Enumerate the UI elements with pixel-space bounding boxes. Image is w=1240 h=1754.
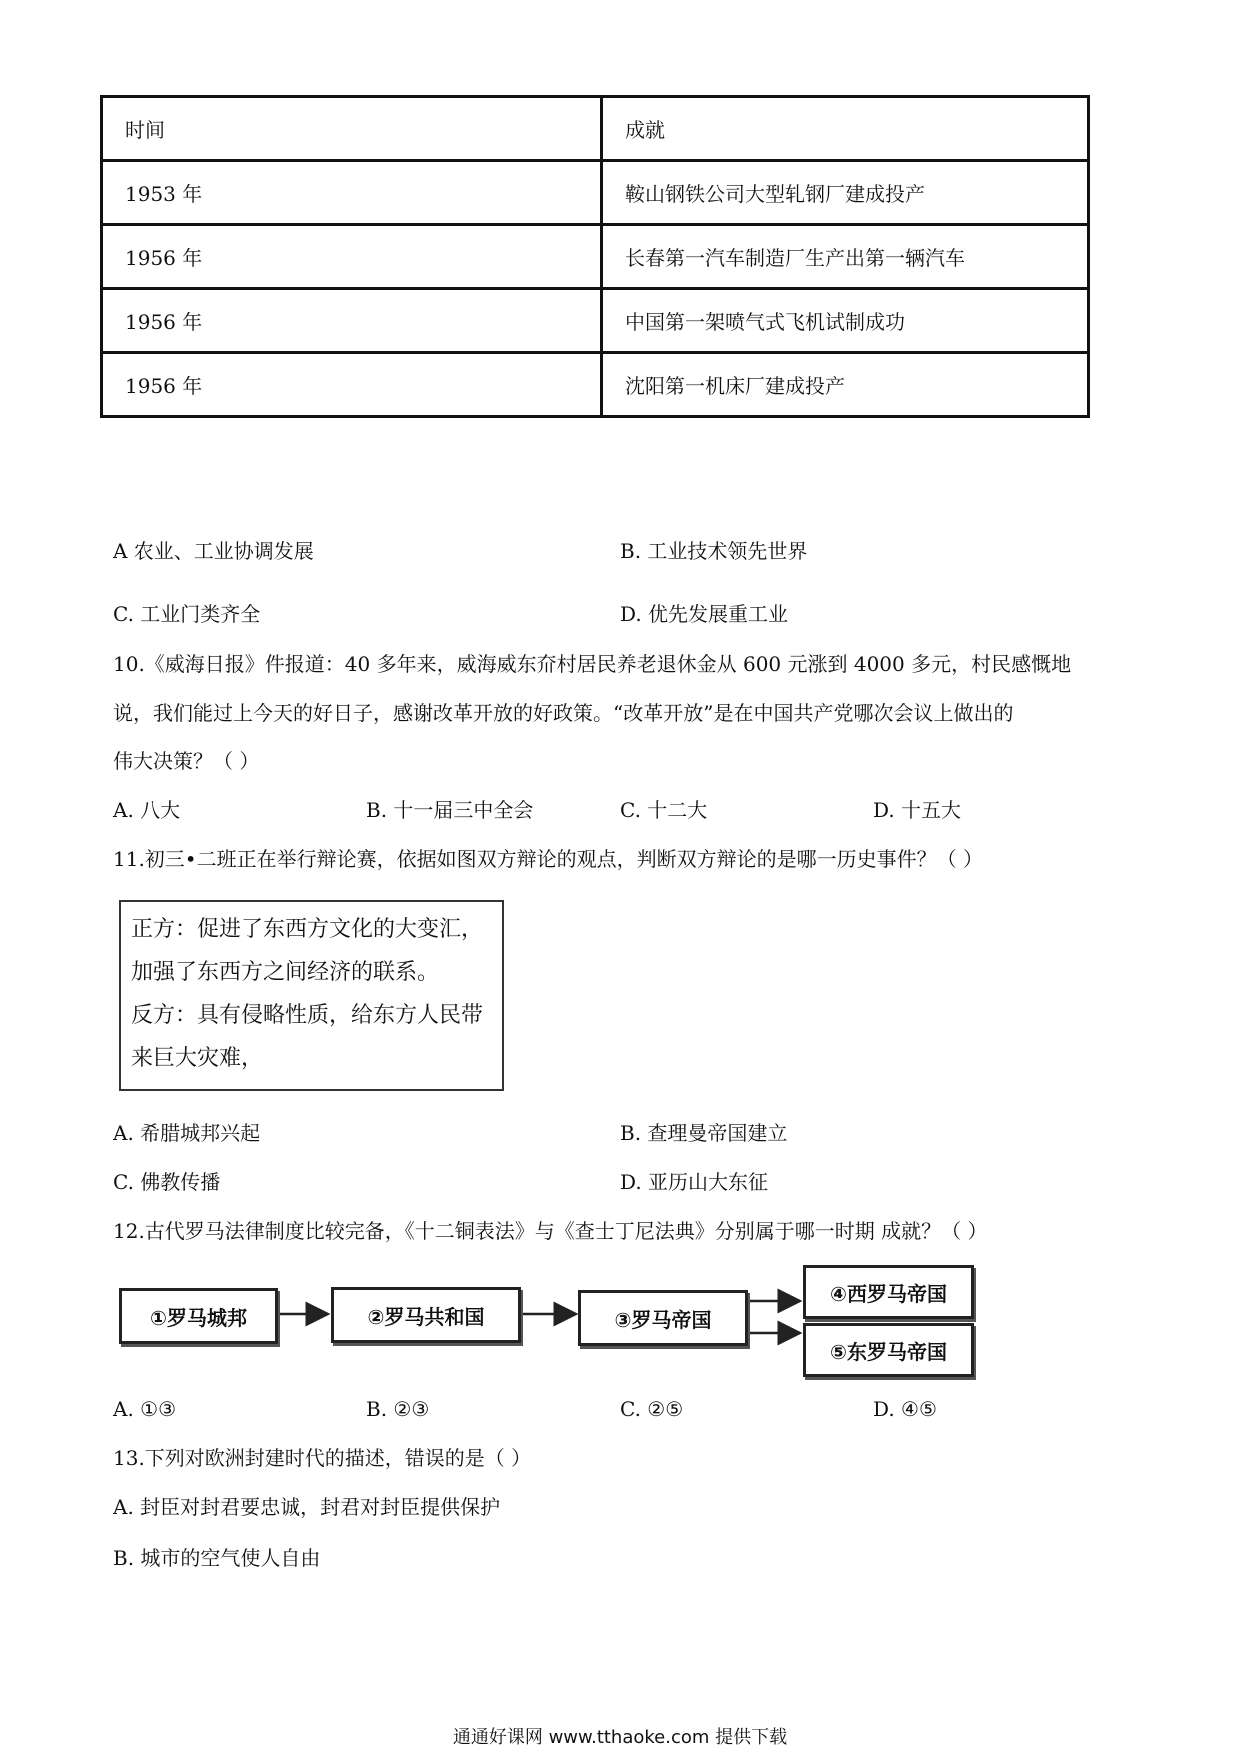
flow-box-western-roman-empire: ④西罗马帝国	[803, 1265, 974, 1319]
q9-option-a[interactable]: A 农业、工业协调发展	[113, 539, 314, 563]
q11-option-b[interactable]: B. 查理曼帝国建立	[620, 1121, 788, 1145]
table-cell: 长春第一汽车制造厂生产出第一辆汽车	[602, 225, 1089, 289]
q10-option-a[interactable]: A. 八大	[113, 798, 181, 822]
q12-option-b[interactable]: B. ②③	[366, 1397, 430, 1421]
debate-line: 来巨大灾难，	[131, 1046, 264, 1071]
debate-line: 正方：促进了东西方文化的大变汇，	[131, 917, 484, 942]
table-cell: 沈阳第一机床厂建成投产	[602, 353, 1089, 417]
table-cell: 1956 年	[102, 353, 602, 417]
q10-option-d[interactable]: D. 十五大	[873, 798, 962, 822]
q9-option-d[interactable]: D. 优先发展重工业	[620, 602, 789, 626]
flow-box-roman-empire: ③罗马帝国	[578, 1290, 748, 1346]
q11-option-c[interactable]: C. 佛教传播	[113, 1170, 221, 1194]
table-cell: 1956 年	[102, 225, 602, 289]
q12-option-a[interactable]: A. ①③	[113, 1397, 177, 1421]
q10-stem-line-2: 说，我们能过上今天的好日子，感谢改革开放的好政策。“改革开放”是在中国共产党哪次会议上做出的	[113, 701, 1014, 725]
q11-stem: 11.初三•二班正在举行辩论赛，依据如图双方辩论的观点，判断双方辩论的是哪一历史事件？（ ）	[113, 847, 983, 871]
debate-line: 加强了东西方之间经济的联系。	[131, 960, 440, 985]
q10-option-b[interactable]: B. 十一届三中全会	[366, 798, 534, 822]
q10-option-c[interactable]: C. 十二大	[620, 798, 708, 822]
footer-source: 通通好课网 www.tthaoke.com 提供下载	[452, 1727, 788, 1748]
table-header-cell: 时间	[102, 97, 602, 161]
q12-option-c[interactable]: C. ②⑤	[620, 1397, 684, 1421]
table-cell: 鞍山钢铁公司大型轧钢厂建成投产	[602, 161, 1089, 225]
table-cell: 中国第一架喷气式飞机试制成功	[602, 289, 1089, 353]
q9-option-b[interactable]: B. 工业技术领先世界	[620, 539, 808, 563]
q13-option-a[interactable]: A. 封臣对封君要忠诚，封君对封臣提供保护	[113, 1495, 501, 1519]
q9-option-c[interactable]: C. 工业门类齐全	[113, 602, 261, 626]
flow-box-eastern-roman-empire: ⑤东罗马帝国	[803, 1323, 974, 1377]
q10-stem-line-1: 10.《威海日报》件报道：40 多年来，威海威东夼村居民养老退休金从 600 元涨到 4000 多元，村民感慨地	[113, 652, 1072, 676]
q13-option-b[interactable]: B. 城市的空气使人自由	[113, 1546, 321, 1570]
q11-option-a[interactable]: A. 希腊城邦兴起	[113, 1121, 261, 1145]
q13-stem: 13.下列对欧洲封建时代的描述，错误的是（ ）	[113, 1446, 532, 1470]
table-header-cell: 成就	[602, 97, 1089, 161]
flow-box-roman-city-state: ①罗马城邦	[119, 1288, 278, 1344]
flow-box-roman-republic: ②罗马共和国	[331, 1287, 521, 1343]
table-cell: 1953 年	[102, 161, 602, 225]
debate-line: 反方：具有侵略性质，给东方人民带	[131, 1003, 484, 1028]
table-cell: 1956 年	[102, 289, 602, 353]
q12-option-d[interactable]: D. ④⑤	[873, 1397, 937, 1421]
q10-stem-line-3: 伟大决策？（ ）	[113, 749, 260, 773]
q11-option-d[interactable]: D. 亚历山大东征	[620, 1170, 769, 1194]
q12-stem: 12.古代罗马法律制度比较完备，《十二铜表法》与《查士丁尼法典》分别属于哪一时期 成就？（ ）	[113, 1219, 988, 1243]
